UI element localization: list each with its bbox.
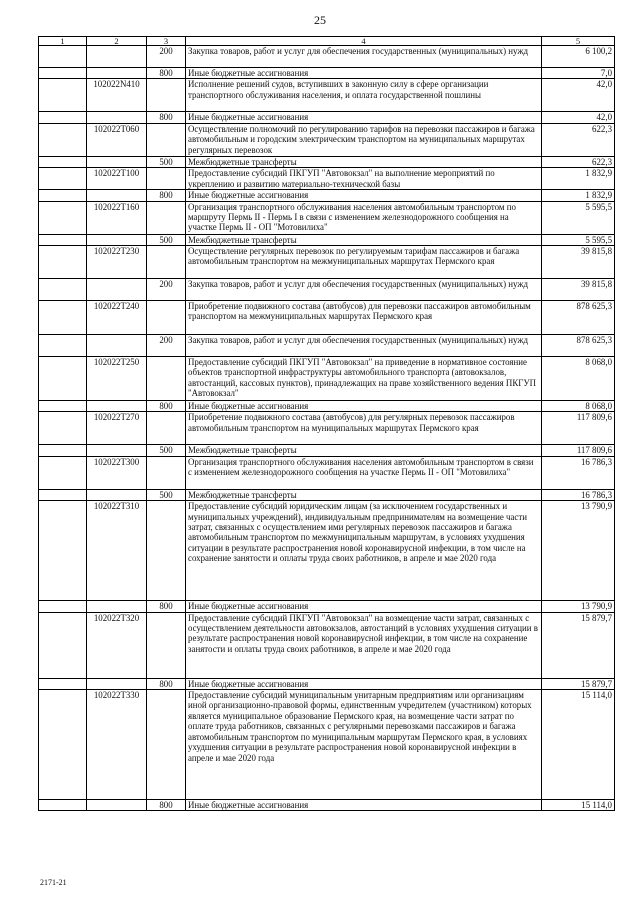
- description-cell: Предоставление субсидий ПКГУП "Автовокзал" на возмещение части затрат, связанных с осуществлением деятельности автовокзалов, автостанций в условиях ухудшения ситуации в результате распространения новой коронавирусной инфекции, в том числе на сохранение занятости и оплаты труда своих работников, в апреле и мае 2020 года: [186, 612, 542, 678]
- amount-cell: 8 068,0: [542, 357, 615, 401]
- section-cell: [39, 601, 87, 612]
- description-cell: Иные бюджетные ассигнования: [186, 190, 542, 201]
- column-header-5: 5: [542, 37, 615, 46]
- expense-type-cell: [147, 123, 186, 156]
- table-row: [39, 678, 615, 689]
- description-cell: Предоставление субсидий муниципальным унитарным предприятиям или организациям иной организационно-правовой формы, единственным учредителем (участником) которых является муниципальное образование Пермского края, на возмещение части затрат по оплате труда работников, связанных с регулярными перевозками пассажиров и багажа автомобильным транспортом по муниципальным маршрутам Пермского края, в условиях ухудшения ситуации в результате распространения новой коронавирусной инфекции в апреле и мае 2020 года: [186, 690, 542, 800]
- table-row: [39, 201, 615, 234]
- description-cell: Организация транспортного обслуживания населения автомобильным транспортом по маршруту Пермь II - Пермь I в связи с изменением железнодорожного сообщения на участке Пермь II - ОП "Мотовилиха": [186, 201, 542, 234]
- table-row: [39, 456, 615, 489]
- expense-type-cell: [147, 357, 186, 401]
- table-row: [39, 234, 615, 245]
- section-cell: [39, 612, 87, 678]
- section-cell: [39, 201, 87, 234]
- target-article-cell: [87, 401, 147, 412]
- expense-type-cell: 500: [147, 489, 186, 500]
- amount-cell: 42,0: [542, 79, 615, 112]
- target-article-cell: [87, 489, 147, 500]
- target-article-cell: [87, 678, 147, 689]
- target-article-cell: 102022T250: [87, 357, 147, 401]
- target-article-cell: [87, 156, 147, 167]
- expense-type-cell: 800: [147, 601, 186, 612]
- expense-type-cell: 800: [147, 401, 186, 412]
- expense-type-cell: [147, 456, 186, 489]
- section-cell: [39, 123, 87, 156]
- expense-type-cell: 500: [147, 445, 186, 456]
- section-cell: [39, 190, 87, 201]
- expense-type-cell: 800: [147, 800, 186, 811]
- target-article-cell: [87, 234, 147, 245]
- description-cell: Межбюджетные трансферты: [186, 445, 542, 456]
- amount-cell: 13 790,9: [542, 501, 615, 601]
- amount-cell: 1 832,9: [542, 190, 615, 201]
- amount-cell: 117 809,6: [542, 412, 615, 445]
- target-article-cell: 102022T060: [87, 123, 147, 156]
- table-row: [39, 612, 615, 678]
- table-body: [39, 46, 615, 811]
- expense-type-cell: 500: [147, 156, 186, 167]
- section-cell: [39, 156, 87, 167]
- amount-cell: 878 625,3: [542, 335, 615, 357]
- target-article-cell: 102022T310: [87, 501, 147, 601]
- section-cell: [39, 501, 87, 601]
- budget-table: [38, 36, 615, 811]
- section-cell: [39, 46, 87, 68]
- section-cell: [39, 279, 87, 301]
- expense-type-cell: [147, 168, 186, 190]
- section-cell: [39, 79, 87, 112]
- expense-type-cell: 200: [147, 335, 186, 357]
- target-article-cell: [87, 445, 147, 456]
- target-article-cell: [87, 335, 147, 357]
- expense-type-cell: [147, 690, 186, 800]
- table-row: [39, 301, 615, 335]
- amount-cell: 878 625,3: [542, 301, 615, 335]
- description-cell: Предоставление субсидий ПКГУП "Автовокзал" на приведение в нормативное состояние объектов транспортной инфраструктуры автомобильного транспорта (автовокзалов, автостанций, кассовых пунктов), принадлежащих на праве хозяйственного ведения ПКГУП "Автовокзал": [186, 357, 542, 401]
- section-cell: [39, 168, 87, 190]
- target-article-cell: [87, 68, 147, 79]
- expense-type-cell: 500: [147, 234, 186, 245]
- target-article-cell: 102022T240: [87, 301, 147, 335]
- amount-cell: 5 595,5: [542, 234, 615, 245]
- expense-type-cell: [147, 612, 186, 678]
- description-cell: Иные бюджетные ассигнования: [186, 401, 542, 412]
- section-cell: [39, 68, 87, 79]
- table-header-row: [39, 37, 615, 46]
- target-article-cell: 102022T100: [87, 168, 147, 190]
- description-cell: Организация транспортного обслуживания населения автомобильным транспортом в связи с изменением железнодорожного сообщения на участке Пермь II - ОП "Мотовилиха": [186, 456, 542, 489]
- section-cell: [39, 112, 87, 123]
- section-cell: [39, 800, 87, 811]
- description-cell: Осуществление полномочий по регулированию тарифов на перевозки пассажиров и багажа автомобильным и городским электрическим транспортом на муниципальных маршрутах регулярных перевозок: [186, 123, 542, 156]
- target-article-cell: 102022T230: [87, 246, 147, 279]
- amount-cell: 5 595,5: [542, 201, 615, 234]
- target-article-cell: [87, 601, 147, 612]
- amount-cell: 15 879,7: [542, 678, 615, 689]
- section-cell: [39, 335, 87, 357]
- table-row: [39, 412, 615, 445]
- description-cell: Закупка товаров, работ и услуг для обеспечения государственных (муниципальных) нужд: [186, 279, 542, 301]
- amount-cell: 15 114,0: [542, 690, 615, 800]
- table-row: [39, 68, 615, 79]
- section-cell: [39, 456, 87, 489]
- description-cell: Межбюджетные трансферты: [186, 234, 542, 245]
- amount-cell: 39 815,8: [542, 246, 615, 279]
- amount-cell: 42,0: [542, 112, 615, 123]
- table-row: [39, 112, 615, 123]
- amount-cell: 13 790,9: [542, 601, 615, 612]
- target-article-cell: 102022T160: [87, 201, 147, 234]
- amount-cell: 39 815,8: [542, 279, 615, 301]
- description-cell: Закупка товаров, работ и услуг для обеспечения государственных (муниципальных) нужд: [186, 335, 542, 357]
- table-row: [39, 335, 615, 357]
- table-row: [39, 445, 615, 456]
- target-article-cell: [87, 800, 147, 811]
- amount-cell: 16 786,3: [542, 489, 615, 500]
- expense-type-cell: 200: [147, 279, 186, 301]
- amount-cell: 15 114,0: [542, 800, 615, 811]
- description-cell: Приобретение подвижного состава (автобусов) для перевозки пассажиров автомобильным транспортом на межмуниципальных маршрутах Пермского края: [186, 301, 542, 335]
- table-row: [39, 279, 615, 301]
- target-article-cell: 102022T320: [87, 612, 147, 678]
- table-row: [39, 156, 615, 167]
- section-cell: [39, 412, 87, 445]
- amount-cell: 622,3: [542, 123, 615, 156]
- expense-type-cell: 200: [147, 46, 186, 68]
- description-cell: Осуществление регулярных перевозок по регулируемым тарифам пассажиров и багажа автомобильным транспортом на межмуниципальных маршрутах Пермского края: [186, 246, 542, 279]
- section-cell: [39, 301, 87, 335]
- amount-cell: 1 832,9: [542, 168, 615, 190]
- target-article-cell: [87, 112, 147, 123]
- table-row: [39, 46, 615, 68]
- table-row: [39, 79, 615, 112]
- section-cell: [39, 489, 87, 500]
- expense-type-cell: [147, 412, 186, 445]
- expense-type-cell: 800: [147, 190, 186, 201]
- description-cell: Межбюджетные трансферты: [186, 489, 542, 500]
- table-row: [39, 501, 615, 601]
- amount-cell: 15 879,7: [542, 612, 615, 678]
- section-cell: [39, 445, 87, 456]
- table-row: [39, 800, 615, 811]
- description-cell: Предоставление субсидий юридическим лицам (за исключением государственных и муниципальных учреждений), индивидуальным предпринимателям на возмещение части затрат, связанных с осуществлением ими регулярных перевозок пассажиров и багажа автомобильным транспортом по межмуниципальным маршрутам, в условиях ухудшения ситуации в результате распространения новой коронавирусной инфекции, в том числе на сохранение занятости и оплаты труда своих работников, в апреле и мае 2020 года: [186, 501, 542, 601]
- target-article-cell: 102022T270: [87, 412, 147, 445]
- amount-cell: 7,0: [542, 68, 615, 79]
- description-cell: Предоставление субсидий ПКГУП "Автовокзал" на выполнение мероприятий по укреплению и развитию материально-технической базы: [186, 168, 542, 190]
- section-cell: [39, 234, 87, 245]
- section-cell: [39, 690, 87, 800]
- column-header-3: 3: [147, 37, 186, 46]
- expense-type-cell: [147, 201, 186, 234]
- expense-type-cell: 800: [147, 678, 186, 689]
- expense-type-cell: [147, 246, 186, 279]
- description-cell: Иные бюджетные ассигнования: [186, 678, 542, 689]
- table-row: [39, 401, 615, 412]
- footer-code: 2171-21: [40, 878, 67, 887]
- table-row: [39, 489, 615, 500]
- expense-type-cell: [147, 301, 186, 335]
- table-row: [39, 246, 615, 279]
- description-cell: Иные бюджетные ассигнования: [186, 68, 542, 79]
- target-article-cell: [87, 190, 147, 201]
- column-header-1: 1: [39, 37, 87, 46]
- table-row: [39, 601, 615, 612]
- expense-type-cell: 800: [147, 112, 186, 123]
- description-cell: Иные бюджетные ассигнования: [186, 601, 542, 612]
- section-cell: [39, 401, 87, 412]
- description-cell: Иные бюджетные ассигнования: [186, 112, 542, 123]
- page-number: 25: [314, 13, 326, 27]
- table-row: [39, 357, 615, 401]
- expense-type-cell: 800: [147, 68, 186, 79]
- target-article-cell: 102022T300: [87, 456, 147, 489]
- description-cell: Иные бюджетные ассигнования: [186, 800, 542, 811]
- section-cell: [39, 678, 87, 689]
- section-cell: [39, 246, 87, 279]
- target-article-cell: 102022N410: [87, 79, 147, 112]
- amount-cell: 8 068,0: [542, 401, 615, 412]
- description-cell: Закупка товаров, работ и услуг для обеспечения государственных (муниципальных) нужд: [186, 46, 542, 68]
- column-header-2: 2: [87, 37, 147, 46]
- target-article-cell: [87, 279, 147, 301]
- amount-cell: 16 786,3: [542, 456, 615, 489]
- target-article-cell: [87, 46, 147, 68]
- target-article-cell: 102022T330: [87, 690, 147, 800]
- description-cell: Приобретение подвижного состава (автобусов) для регулярных перевозок пассажиров автомобильным транспортом на муниципальных маршрутах Пермского края: [186, 412, 542, 445]
- table-row: [39, 168, 615, 190]
- amount-cell: 6 100,2: [542, 46, 615, 68]
- table-row: [39, 190, 615, 201]
- table-row: [39, 123, 615, 156]
- section-cell: [39, 357, 87, 401]
- description-cell: Исполнение решений судов, вступивших в законную силу в сфере организации транспортного обслуживания населения, и оплата государственной пошлины: [186, 79, 542, 112]
- table-row: [39, 690, 615, 800]
- column-header-4: 4: [186, 37, 542, 46]
- expense-type-cell: [147, 501, 186, 601]
- expense-type-cell: [147, 79, 186, 112]
- amount-cell: 117 809,6: [542, 445, 615, 456]
- description-cell: Межбюджетные трансферты: [186, 156, 542, 167]
- amount-cell: 622,3: [542, 156, 615, 167]
